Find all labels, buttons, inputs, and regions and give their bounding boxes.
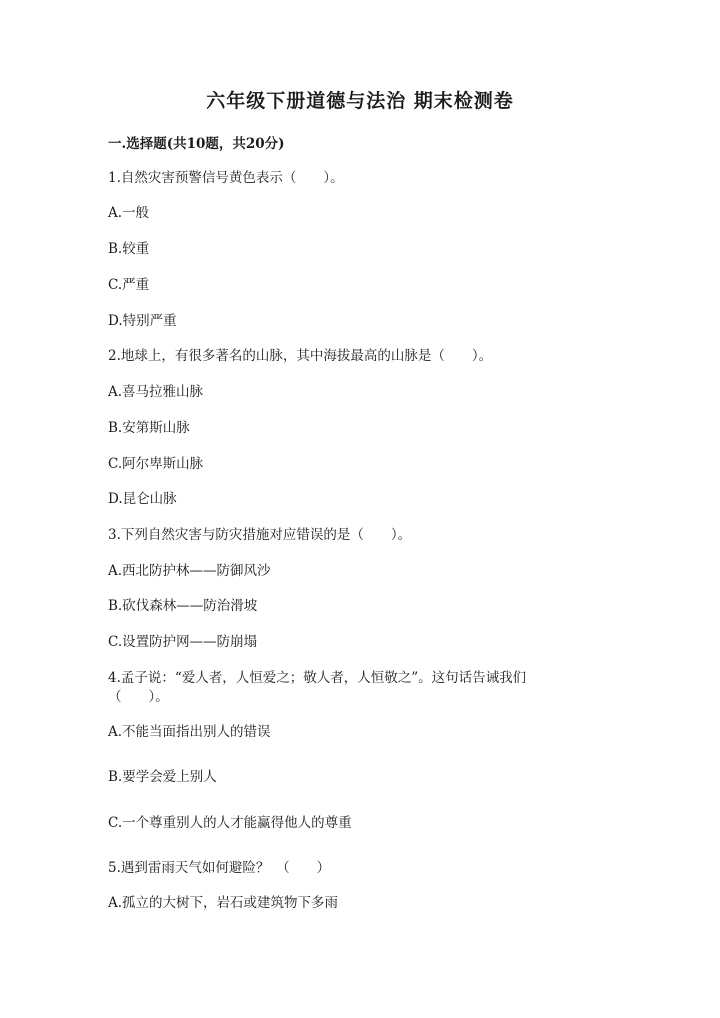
- question-1-option-b[interactable]: B.较重: [108, 241, 150, 257]
- question-5-stem: 5.遇到雷雨天气如何避险？ （ ）: [108, 860, 331, 876]
- question-1-option-a[interactable]: A.一般: [108, 205, 150, 221]
- question-4-option-b[interactable]: B.要学会爱上别人: [108, 769, 217, 785]
- question-2-option-b[interactable]: B.安第斯山脉: [108, 420, 190, 436]
- question-4-option-c[interactable]: C.一个尊重别人的人才能赢得他人的尊重: [108, 815, 352, 831]
- question-3-option-b[interactable]: B.砍伐森林——防治滑坡: [108, 598, 258, 614]
- question-1-stem: 1.自然灾害预警信号黄色表示（ ）。: [108, 170, 344, 186]
- question-3-option-a[interactable]: A.西北防护林——防御风沙: [108, 563, 271, 579]
- question-4-stem-line2: （ ）。: [108, 689, 169, 705]
- question-4-stem-line1: 4.孟子说：“爱人者，人恒爱之；敬人者，人恒敬之”。这句话告诫我们: [108, 670, 527, 686]
- question-3-option-c[interactable]: C.设置防护网——防崩塌: [108, 634, 258, 650]
- question-3-stem: 3.下列自然灾害与防灾措施对应错误的是（ ）。: [108, 527, 412, 543]
- question-4-option-a[interactable]: A.不能当面指出别人的错误: [108, 724, 271, 740]
- page-title: 六年级下册道德与法治 期末检测卷: [206, 90, 514, 112]
- question-2-stem: 2.地球上，有很多著名的山脉，其中海拔最高的山脉是（ ）。: [108, 348, 493, 364]
- question-2-option-a[interactable]: A.喜马拉雅山脉: [108, 384, 204, 400]
- question-1-option-c[interactable]: C.严重: [108, 277, 150, 293]
- question-5-option-a[interactable]: A.孤立的大树下，岩石或建筑物下多雨: [108, 895, 339, 911]
- question-1-option-d[interactable]: D.特别严重: [108, 313, 177, 329]
- question-2-option-d[interactable]: D.昆仑山脉: [108, 491, 177, 507]
- section-heading: 一.选择题(共10题，共20分): [108, 136, 285, 152]
- question-2-option-c[interactable]: C.阿尔卑斯山脉: [108, 456, 204, 472]
